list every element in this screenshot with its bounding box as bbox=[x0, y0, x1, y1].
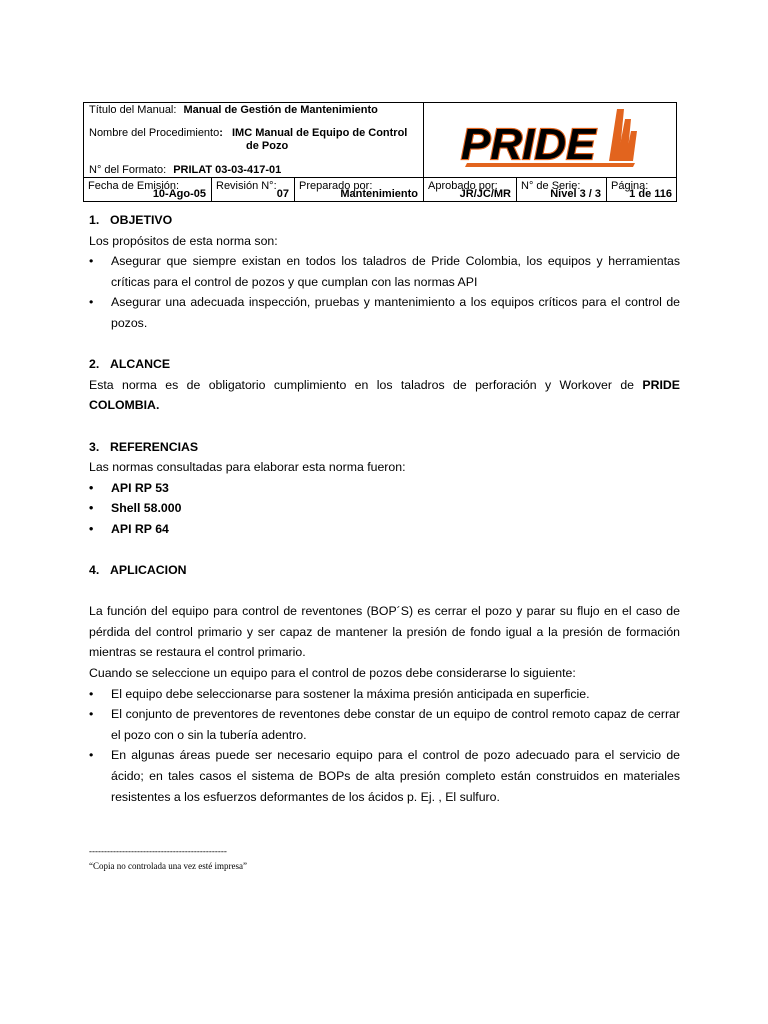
footer-rule: ---------------------------------------------- bbox=[89, 846, 227, 856]
pride-logo bbox=[459, 109, 639, 171]
procedure-row: Nombre del Procedimiento: IMC Manual de Equipo de Control bbox=[89, 127, 408, 139]
section-heading-referencias: 3. REFERENCIAS bbox=[89, 439, 199, 454]
section-heading-objetivo: 1. OBJETIVO bbox=[89, 213, 173, 227]
referencias-list bbox=[89, 478, 680, 540]
list-item: • En algunas áreas puede ser necesario equipo para el control de pozo adecuado para el servicio de ácido; en tales casos el sistema de BOPs de alta presión completo están construidos en materiales resistentes a los esfuerzos deformantes de los ácidos p. Ej. , El sulfuro. bbox=[89, 745, 680, 807]
approved-by-cell: Aprobado por: JR/JC/MR bbox=[424, 178, 517, 201]
logo-text: PRIDE bbox=[461, 120, 596, 169]
procedure-value: IMC Manual de Equipo de Control bbox=[231, 127, 408, 139]
manual-label: Título del Manual: bbox=[89, 104, 177, 116]
document-body bbox=[89, 210, 680, 807]
list-item: • Asegurar una adecuada inspección, pruebas y mantenimiento a los equipos críticos para el control de pozos. bbox=[89, 292, 680, 333]
footer-note: “Copia no controlada una vez esté impresa” bbox=[89, 861, 247, 871]
section-heading-aplicacion: 4. APLICACION bbox=[89, 563, 187, 578]
revision-cell: Revisión N°: 07 bbox=[212, 178, 295, 201]
list-item: • API RP 53 bbox=[89, 478, 680, 499]
serial-cell: N° de Serie: Nivel 3 / 3 bbox=[517, 178, 607, 201]
list-item: • Asegurar que siempre existan en todos los taladros de Pride Colombia, los equipos y herramientas críticas para el control de pozos y que cumplan con las normas API bbox=[89, 251, 680, 292]
manual-value: Manual de Gestión de Mantenimiento bbox=[183, 104, 378, 116]
format-row bbox=[89, 164, 281, 176]
page-cell: Página: 1 de 116 bbox=[611, 180, 672, 200]
section-intro: Los propósitos de esta norma son: bbox=[89, 233, 278, 248]
header-meta-row bbox=[84, 177, 676, 201]
format-label: N° del Formato: bbox=[89, 164, 167, 176]
header-info bbox=[84, 103, 424, 177]
aplicacion-paragraph-2: Cuando se seleccione un equipo para el control de pozos debe considerarse lo siguiente: bbox=[89, 666, 576, 681]
list-item: • Shell 58.000 bbox=[89, 498, 680, 519]
aplicacion-list bbox=[89, 684, 680, 808]
issue-date-cell: Fecha de Emisión: 10-Ago-05 bbox=[84, 178, 212, 201]
procedure-value-2: de Pozo bbox=[246, 140, 289, 152]
alcance-text: Esta norma es de obligatorio cumplimiento en los taladros de perforación y Workover de PRIDE COLOMBIA. bbox=[89, 377, 681, 413]
manual-title-row bbox=[89, 104, 378, 116]
section-heading-alcance: 2. ALCANCE bbox=[89, 357, 171, 372]
logo-area bbox=[424, 103, 676, 177]
format-value: PRILAT 03-03-417-01 bbox=[173, 164, 282, 176]
list-item: • El conjunto de preventores de reventones debe constar de un equipo de control remoto capaz de cerrar el pozo con o sin la tubería adentro. bbox=[89, 704, 680, 745]
section-intro: Las normas consultadas para elaborar esta norma fueron: bbox=[89, 460, 406, 475]
procedure-label: Nombre del Procedimiento bbox=[89, 127, 220, 139]
procedure-row-2 bbox=[246, 140, 288, 152]
list-item: • API RP 64 bbox=[89, 519, 680, 540]
objetivo-list bbox=[89, 251, 680, 333]
prepared-by-cell: Preparado por: Mantenimiento bbox=[295, 178, 424, 201]
list-item: • El equipo debe seleccionarse para sostener la máxima presión anticipada en superficie. bbox=[89, 684, 680, 705]
aplicacion-paragraph: La función del equipo para control de reventones (BOP´S) es cerrar el pozo y parar su flujo en el caso de pérdida del control primario y ser capaz de mantener la presión de fondo igual a la presión de formación mientras se restaura el control primario. bbox=[89, 604, 680, 660]
document-header bbox=[83, 102, 677, 202]
